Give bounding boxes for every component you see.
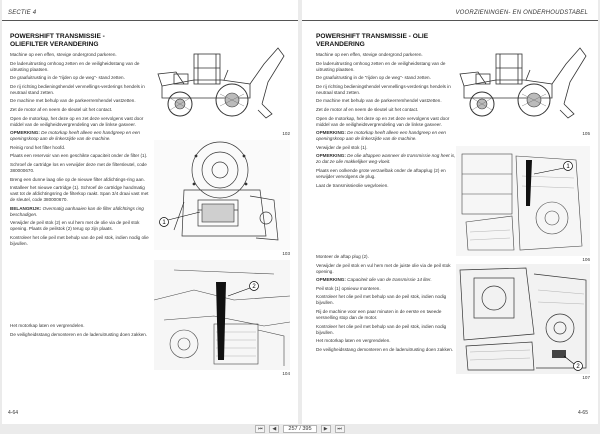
left-text-column xyxy=(10,33,150,250)
section-label: SECTIE 4 xyxy=(8,10,37,16)
document-page-right xyxy=(302,0,598,424)
paragraph: De veiligheidsstang demonteren en de laderuitrusting doen zakken. xyxy=(316,346,454,352)
paragraph: Plaats een reservoir van een geschikte capaciteit onder de filter (1). xyxy=(10,153,148,159)
figure-number: 102 xyxy=(282,131,290,136)
dipstick-illustration xyxy=(456,146,590,256)
figure-number: 104 xyxy=(282,371,290,376)
callout-2: 2 xyxy=(252,284,256,290)
note: OPMERKING: De olie aftappen wanneer de transmissie nog heet is, zo dat ze olie makkelijker weg-vloeit. xyxy=(316,153,456,165)
figure-number: 106 xyxy=(582,257,590,262)
previous-page-button[interactable]: ◀ xyxy=(269,425,279,433)
paragraph: De machine met behulp van de parkeerremhendel vastzetten. xyxy=(10,98,136,104)
right-text-column xyxy=(316,33,456,191)
backhoe-loader-illustration xyxy=(154,34,290,130)
paragraph: Machine op een effen, stevige ondergrond parkeren. xyxy=(316,52,423,57)
paragraph: De machine met behulp van de parkeerremhendel vastzetten. xyxy=(316,98,442,104)
section-title: POWERSHIFT TRANSMISSIE - OLIEFILTER VERANDERING xyxy=(10,33,105,48)
paragraph: De laderuitrusting omhoog zetten en de veiligheidsstang van de uitrusting plaatsen. xyxy=(10,60,140,72)
paragraph: Schroef de cartridge los en verwijder deze met de filtersleutel, code 380000670. xyxy=(10,161,147,173)
page-header xyxy=(302,10,598,21)
transmission-filter-illustration xyxy=(154,140,290,250)
paragraph: Peil stok (1) opnieuw monteren. xyxy=(316,285,381,291)
note: OPMERKING: De motorkap heeft alleen een handgreep en een openingsknop aan de linkerzijde van de machine. xyxy=(316,130,446,142)
paragraph: Breng een dunne laag olie op de nieuwe filter afdichtings-ring aan. xyxy=(10,176,145,182)
paragraph: Installeer het nieuwe cartridge (1). Schroef de cartridge handmatig vast tot de afdichtingsring de filterkop raakt. Span 3/4 draai vast met de sleutel, code 380000670. xyxy=(10,185,149,203)
paragraph: Machine op een effen, stevige ondergrond parkeren. xyxy=(10,52,117,57)
page-header xyxy=(2,10,298,21)
important-note: BELANGRIJK: Overmatig aanhaaien kan de filter afdichtings ring beschadigen. xyxy=(10,205,144,217)
dipstick-illustration xyxy=(154,260,290,370)
page-indicator[interactable]: 257 / 395 xyxy=(283,425,316,433)
drain-plug-illustration xyxy=(456,264,590,374)
paragraph: Verwijder de peil stok (1). xyxy=(316,144,368,150)
callout-2: 2 xyxy=(576,364,580,370)
backhoe-loader-illustration xyxy=(456,34,590,130)
section-title: POWERSHIFT TRANSMISSIE - OLIE VERANDERING xyxy=(316,33,429,48)
paragraph: Verwijder de peil stok (2) en vul hem met de olie via de peil stok opening. Plaats de peilstok (2) terug op zijn plaats. xyxy=(10,220,140,232)
left-closing-text xyxy=(10,323,150,340)
section-label: VOORZIENINGEN- EN ONDERHOUDSTABEL xyxy=(455,10,588,16)
paragraph: De rij richting bedieningshendel vervnellings-verderings hendels in neutraal stand zetten. xyxy=(316,83,451,95)
paragraph: De graafuitrusting in de "rijden op de weg"- stand zetten. xyxy=(10,75,125,81)
document-page-left xyxy=(2,0,298,424)
figure-number: 107 xyxy=(582,375,590,380)
paragraph: Kontroleer het olie peil met behulp van de peil stok, indien nodig bijvullen. xyxy=(316,294,447,306)
note: OPMERKING: De motorkap heeft alleen een handgreep en een openingsknop aan de linkerzijde van de machine. xyxy=(10,130,140,142)
paragraph: Rij de machine voor een paar minuten in de eerste en tweede versnelling stop dan de motor. xyxy=(316,308,442,320)
callout-1: 1 xyxy=(162,220,166,226)
paragraph: De veiligheidsstang demonteren en de laderuitrusting doen zakken. xyxy=(10,331,148,337)
page-number: 4-64 xyxy=(8,410,19,416)
paragraph: Verwijder de peil stok en vul hem met de juiste olie via de peil stok opening. xyxy=(316,262,451,274)
paragraph: Zet de motor af en neem de sleutel uit het contact. xyxy=(10,106,113,112)
paragraph: Open de motorkap, het deze op en zet deze vervolgens vast door middel van de veiligheidsvergrendeling van de linkse gasveer. xyxy=(316,115,450,127)
note: OPMERKING: Capaciteit olie van de transmissie 14 liter. xyxy=(316,277,432,283)
paragraph: Open de motorkap, het deze op en zet deze vervolgens vast door middel van de veiligheidsvergrendeling van de linkse gasveer. xyxy=(10,115,144,127)
paragraph: Kontroleer het olie peil met behulp van de peil stok, indien nodig olie bijvullen. xyxy=(10,234,149,246)
paragraph: De laderuitrusting omhoog zetten en de veiligheidsstang van de uitrusting plaatsen. xyxy=(316,60,446,72)
paragraph: Reinig rond het filter hoofd. xyxy=(10,144,66,150)
last-page-button[interactable]: ⏭ xyxy=(335,425,345,433)
figure-number: 105 xyxy=(582,131,590,136)
paragraph: Laat de transmissieolie wegvloeien. xyxy=(316,182,389,188)
paragraph: Monteer de aftap plug (2). xyxy=(316,254,369,259)
viewer-navigation-bar xyxy=(0,424,600,434)
paragraph: Het motorkap laten en vergrendelen. xyxy=(316,338,391,344)
paragraph: De graafuitrusting in de "rijden op de weg"- stand zetten. xyxy=(316,75,431,81)
paragraph: Zet de motor af en neem de sleutel uit het contact. xyxy=(316,106,419,112)
next-page-button[interactable]: ▶ xyxy=(321,425,331,433)
paragraph: Kontroleer het olie peil met behulp van de peil stok, indien nodig bijvullen. xyxy=(316,323,447,335)
paragraph: Het motorkap laten en vergrendelen. xyxy=(10,323,85,328)
first-page-button[interactable]: ⏮ xyxy=(255,425,265,433)
paragraph: Plaats een oolkende grote verzaelbak onder de aftapplug (2) en verwijder vervolgens de plug. xyxy=(316,167,446,179)
page-number: 4-65 xyxy=(577,410,588,416)
figure-number: 103 xyxy=(282,251,290,256)
right-lower-text xyxy=(316,254,456,355)
callout-1: 1 xyxy=(566,164,570,170)
paragraph: De rij richting bedieningshendel vervnellings-verderings hendels in neutraal stand zetten. xyxy=(10,83,145,95)
